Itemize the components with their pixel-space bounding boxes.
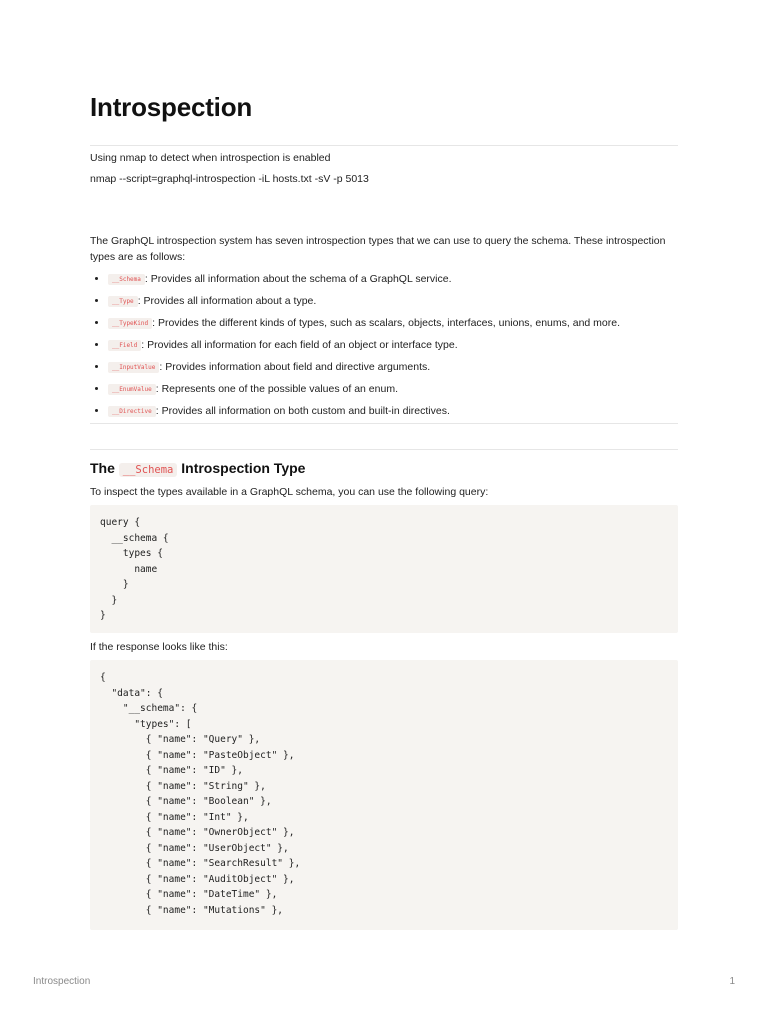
inline-code: __Field — [108, 340, 141, 351]
heading-inline-code: __Schema — [119, 463, 178, 477]
list-item — [108, 334, 678, 356]
divider — [90, 449, 678, 450]
system-paragraph: The GraphQL introspection system has seven introspection types that we can use to query the schema. These introspection types are as follows: — [90, 235, 666, 263]
divider — [90, 423, 678, 424]
list-item — [108, 312, 678, 334]
list-item-text: : Provides all information for each field of an object or interface type. — [141, 339, 458, 351]
response-code-block: { "data": { "__schema": { "types": [ { "name": "Query" }, { "name": "PasteObject" }, { "name": "ID" }, { "name": "String" }, { "name": "Boolean" }, { "name": "Int" }, { "name": "OwnerObject" }, { "name": "UserObject" }, { "name": "SearchResult" }, { "name": "AuditObject" }, { "name": "DateTime" }, { "name": "Mutations" }, — [90, 660, 678, 930]
inline-code: __Schema — [108, 274, 145, 285]
list-item — [108, 400, 678, 422]
inline-code: __TypeKind — [108, 318, 152, 329]
list-item-text: : Provides all information on both custom and built-in directives. — [155, 405, 450, 417]
list-item — [108, 268, 678, 290]
inline-code: __EnumValue — [108, 384, 156, 395]
section-heading — [90, 460, 305, 476]
inline-code: __Type — [108, 296, 138, 307]
list-item-text: : Provides information about field and directive arguments. — [159, 361, 431, 373]
list-item — [108, 378, 678, 400]
list-item-text: : Provides all information about a type. — [137, 295, 317, 307]
introspection-types-list — [90, 268, 678, 422]
footer-title: Introspection — [33, 976, 91, 987]
list-item-text: : Provides all information about the schema of a GraphQL service. — [144, 273, 452, 285]
divider — [90, 145, 678, 146]
intro-line-2: nmap --script=graphql-introspection -iL hosts.txt -sV -p 5013 — [90, 173, 369, 185]
intro-line-1: Using nmap to detect when introspection is enabled — [90, 152, 331, 164]
heading-suffix: Introspection Type — [181, 460, 306, 476]
section-paragraph: To inspect the types available in a GraphQL schema, you can use the following query: — [90, 486, 489, 498]
response-label: If the response looks like this: — [90, 641, 228, 653]
inline-code: __InputValue — [108, 362, 159, 373]
query-code-block: query { __schema { types { name } } } — [90, 505, 678, 633]
heading-prefix: The — [90, 460, 115, 476]
list-item — [108, 290, 678, 312]
page-title: Introspection — [90, 92, 253, 122]
list-item — [108, 356, 678, 378]
list-item-text: : Provides the different kinds of types, such as scalars, objects, interfaces, unions, enums, and more. — [152, 317, 621, 329]
page-number: 1 — [729, 976, 735, 987]
inline-code: __Directive — [108, 406, 156, 417]
list-item-text: : Represents one of the possible values of an enum. — [155, 383, 398, 395]
